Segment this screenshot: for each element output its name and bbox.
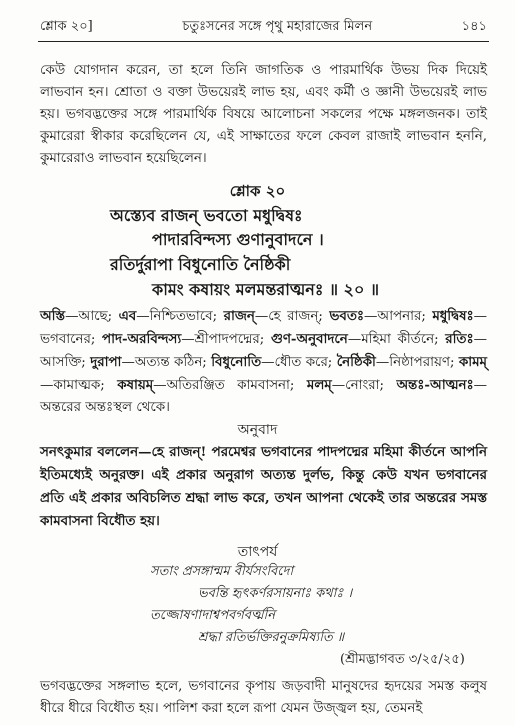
verse-line-2: পাদারবিন্দস্য গুণানুবাদনে । <box>152 230 324 249</box>
synonym-word: কষায়ম্ <box>117 377 154 393</box>
synonym-meaning: —অন্তরের অন্তঃস্থল থেকে। <box>40 378 488 415</box>
synonym-word: বিধুনোতি <box>211 354 262 370</box>
translation-text: —হে রাজন্! পরমেশ্বর ভগবানের পাদপদ্মের মহিমা কীর্তনে আপনি ইতিমধ্যেই অনুরক্ত। এই প্রকার অনুরাগ অত্যন্ত দুর্লভ, কিন্তু কেউ যখন ভগবানের প্রতি এই প্রকার অবিচলিত শ্রদ্ধা লাভ করে, তখন আপনা থেকেই তার অন্তরের সমস্ত কামবাসনা বিধৌত হয়। <box>40 444 487 529</box>
synonym-meaning: —আপনার; <box>364 309 433 324</box>
synonym-meaning: —শ্রীপাদপদ্মের; <box>181 332 271 347</box>
translation-paragraph <box>40 441 487 533</box>
header-rule <box>38 41 489 42</box>
purport-paragraph: ভগবদ্ভক্তের সঙ্গলাভ হলে, ভগবানের কৃপায় জড়বাদী মানুষদের হৃদয়ের সমস্ত কলুষ ধীরে ধীরে বিধৌত হয়। পালিশ করা হলে রূপা যেমন উজ্জ্বল হয়, তেমনই <box>40 679 487 716</box>
purport-heading: তাৎপর্য <box>237 544 278 560</box>
synonym-word: কামম্ <box>458 354 487 370</box>
synonym-word: ভবতঃ <box>329 308 365 324</box>
verse-line-1: অস্ত্যেব রাজন্ ভবতো মধুদ্বিষঃ <box>110 206 303 225</box>
synonym-meaning: —হে রাজন্; <box>254 309 330 324</box>
synonym-word: রতিঃ <box>445 331 474 347</box>
purport-quote-line-2: ভবন্তি হৃৎকর্ণরসায়নাঃ কথাঃ । <box>198 586 353 601</box>
synonym-word: অন্তঃ-আত্মনঃ <box>396 377 474 393</box>
verse-title: শ্লোক ২০ <box>229 182 286 200</box>
header-verse-ref: শ্লোক ২০] <box>40 18 93 34</box>
synonym-meaning: —ভগবানের; <box>40 309 487 347</box>
synonym-word: মধুদ্বিষঃ <box>432 308 474 324</box>
synonym-meaning: —নোংরা; <box>331 378 397 393</box>
running-header <box>40 16 487 38</box>
synonym-word: পাদ-অরবিন্দস্য <box>101 331 182 347</box>
verse-line-4: কামং কষায়ং মলমন্তরাত্মনঃ ॥ ২০ ॥ <box>152 280 379 299</box>
synonym-meaning: —নিষ্ঠাপরায়ণ; <box>375 355 459 370</box>
intro-paragraph: কেউ যোগদান করেন, তা হলে তিনি জাগতিক ও পারমার্থিক উভয় দিক দিয়েই লাভবান হন। শ্রোতা ও বক্তা উভয়েরই লাভ হয়, এবং কর্মী ও জ্ঞানী উভয়েরই লাভ হয়। ভগবদ্ভক্তের সঙ্গে পারমার্থিক বিষয়ে আলোচনা সকলের পক্ষে মঙ্গলজনক। তাই কুমারেরা স্বীকার করেছিলেন যে, এই সাক্ষাতের ফলে কেবল রাজাই লাভবান হননি, কুমারেরাও লাভবান হয়েছিলেন। <box>40 63 487 166</box>
synonym-word: মলম্ <box>306 377 332 393</box>
synonym-word: অস্তি <box>40 308 66 324</box>
synonym-meaning: —কামাত্মক; <box>40 378 118 393</box>
synonym-meaning: —মহিমা কীর্তনে; <box>347 332 446 347</box>
translation-heading: অনুবাদ <box>237 422 278 438</box>
synonym-meaning: —আছে; <box>65 309 119 324</box>
synonym-meaning: —আসক্তি; <box>40 332 487 370</box>
synonym-word: গুণ-অনুবাদনে <box>270 331 348 347</box>
synonym-meaning: —ধৌত করে; <box>261 355 337 370</box>
synonym-entries <box>40 309 487 415</box>
synonym-word: রাজন্ <box>223 308 255 324</box>
synonyms-paragraph <box>40 305 487 419</box>
synonym-word: নৈষ্ঠিকী <box>336 354 376 370</box>
synonym-meaning: —নিশ্চিতভাবে; <box>136 309 224 324</box>
verse-line-3: রতির্দুরাপা বিধুনোতি নৈষ্ঠিকী <box>110 255 291 274</box>
purport-citation: (শ্রীমদ্ভাগবত ৩/২৫/২৫) <box>340 652 465 667</box>
synonym-meaning: —অতিরঞ্জিত কামবাসনা; <box>153 378 307 393</box>
purport-quote-line-4: শ্রদ্ধা রতির্ভক্তিরনুক্রমিষ্যতি ॥ <box>198 630 345 645</box>
purport-quote-line-3: তজ্জোষণাদাশ্বপবর্গবর্ত্মনি <box>150 608 276 623</box>
page-number: ১৪১ <box>461 18 487 34</box>
translation-speaker: সনৎকুমার বললেন <box>40 444 139 460</box>
synonym-meaning: —অত্যন্ত কঠিন; <box>121 355 212 370</box>
synonym-word: দুরাপা <box>90 354 122 370</box>
synonym-word: এব <box>118 308 137 324</box>
header-chapter-title: চতুঃসনের সঙ্গে পৃথু মহারাজের মিলন <box>182 18 373 34</box>
purport-quote-line-1: সতাং প্রসঙ্গান্মম বীর্যসংবিদো <box>150 564 294 579</box>
